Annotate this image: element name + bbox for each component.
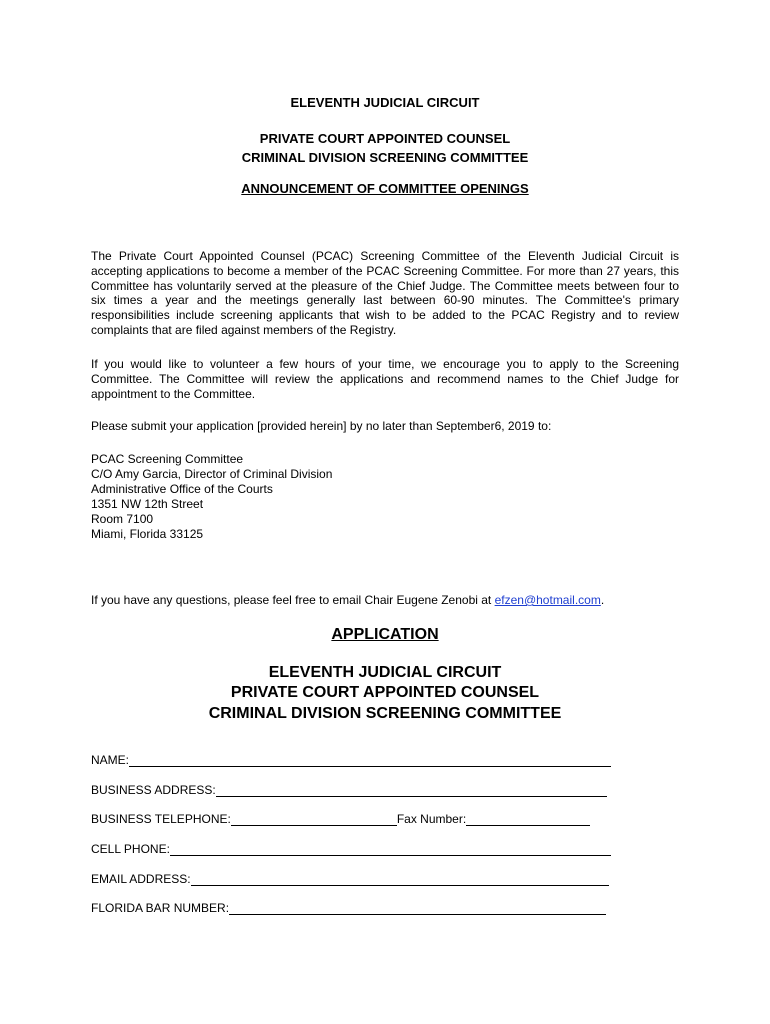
business-address-field[interactable] [91,783,607,798]
name-label: NAME: [91,753,130,767]
application-heading-line3: CRIMINAL DIVISION SCREENING COMMITTEE [208,705,562,722]
questions-text: If you have any questions, please feel free to email Chair Eugene Zenobi at [91,593,495,607]
fax-number-blank[interactable] [466,813,590,826]
fax-number-label: Fax Number: [396,812,467,826]
questions-period: . [600,593,605,607]
address-line: Miami, Florida 33125 [91,527,204,541]
name-blank[interactable] [129,754,611,767]
business-telephone-field[interactable] [91,812,590,827]
address-line: Administrative Office of the Courts [91,482,273,496]
email-address-blank[interactable] [191,873,609,886]
circuit-heading: ELEVENTH JUDICIAL CIRCUIT [290,95,480,110]
florida-bar-number-label: FLORIDA BAR NUMBER: [91,901,230,915]
committee-heading-line1: PRIVATE COURT APPOINTED COUNSEL [259,131,511,146]
cell-phone-label: CELL PHONE: [91,842,170,856]
business-address-label: BUSINESS ADDRESS: [91,783,216,797]
application-title: APPLICATION [331,626,439,643]
business-telephone-blank[interactable] [231,813,397,826]
business-address-blank[interactable] [216,784,607,797]
business-telephone-label: BUSINESS TELEPHONE: [91,812,231,826]
address-line: 1351 NW 12th Street [91,497,204,511]
florida-bar-number-blank[interactable] [229,902,606,915]
mailing-address [91,452,332,542]
volunteer-paragraph: If you would like to volunteer a few hours of your time, we encourage you to apply to the Screening Committee. The Committee will review the applications and recommend names to the Chief Judge for appointment to the Committee. [91,357,679,401]
committee-heading-line2: CRIMINAL DIVISION SCREENING COMMITTEE [241,150,529,165]
email-address-field[interactable] [91,872,609,887]
email-link[interactable]: efzen@hotmail.com [494,593,601,607]
address-line: C/O Amy Garcia, Director of Criminal Division [91,467,333,481]
cell-phone-blank[interactable] [170,843,611,856]
application-heading-line2: PRIVATE COURT APPOINTED COUNSEL [230,684,540,701]
name-field[interactable] [91,753,611,768]
announcement-heading: ANNOUNCEMENT OF COMMITTEE OPENINGS [241,181,529,196]
application-heading-line1: ELEVENTH JUDICIAL CIRCUIT [268,664,502,681]
intro-paragraph: The Private Court Appointed Counsel (PCAC) Screening Committee of the Eleventh Judicial Circuit is accepting applications to become a member of the PCAC Screening Committee. For more than 27 years, this Committee has voluntarily served at the pleasure of the Chief Judge. The Committee meets between four to six times a year and the meetings generally last between 60-90 minutes. The Committee's primary responsibilities include screening applicants that wish to be added to the PCAC Registry and to review complaints that are filed against members of the Registry. [91,249,679,337]
questions-line [91,593,604,608]
address-line: PCAC Screening Committee [91,452,244,466]
cell-phone-field[interactable] [91,842,611,857]
submission-instruction: Please submit your application [provided herein] by no later than September6, 2019 to: [91,419,552,433]
florida-bar-number-field[interactable] [91,901,606,916]
address-line: Room 7100 [91,512,154,526]
email-address-label: EMAIL ADDRESS: [91,872,191,886]
